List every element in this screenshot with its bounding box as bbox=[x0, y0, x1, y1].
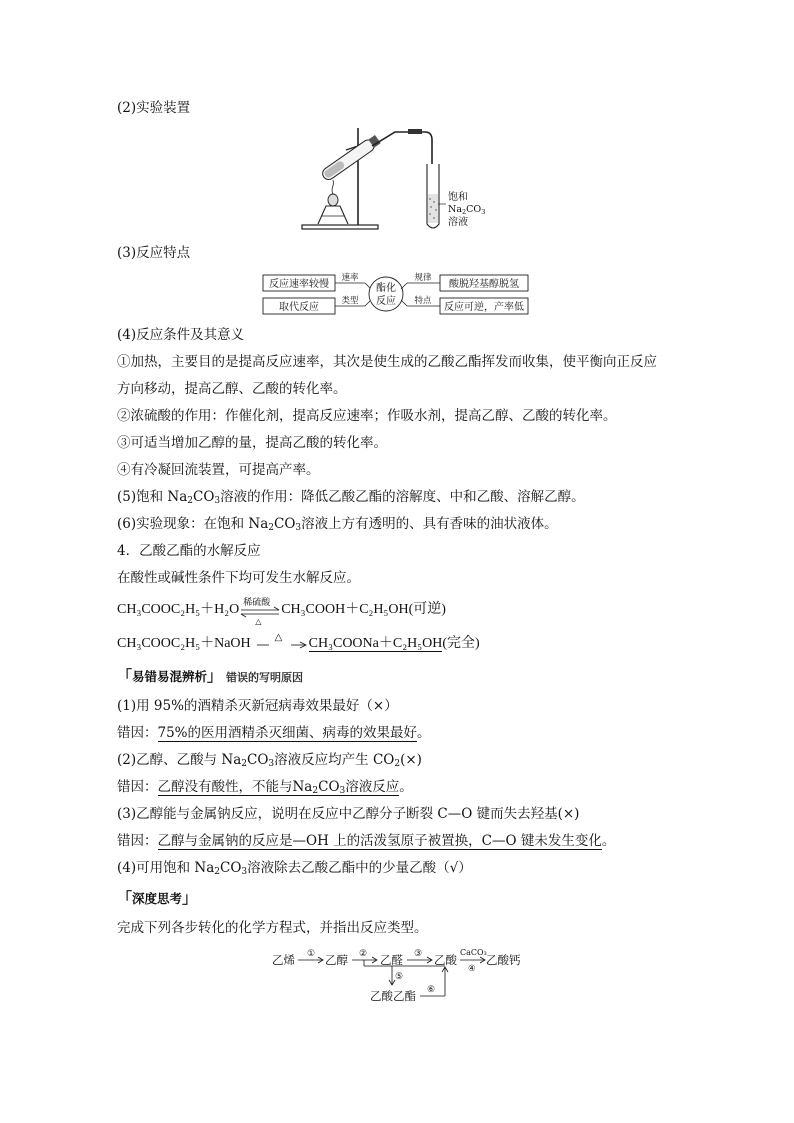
answer-3: 错因：乙醇与金属钠的反应是—OH 上的活泼氢原子被置换，C—O 键未发生变化。 bbox=[117, 833, 616, 849]
answer-2: 错因：乙醇没有酸性，不能与$Na_2CO_3$溶液反应。 bbox=[117, 779, 413, 796]
section-3-title: (3)反应特点 bbox=[117, 245, 191, 261]
eq2-tail: (完全) bbox=[442, 636, 480, 651]
equation-acid-hydrolysis bbox=[117, 597, 446, 626]
hydrolysis-intro: 在酸性或碱性条件下均可发生水解反应。 bbox=[117, 570, 360, 586]
label-type: 类型 bbox=[341, 296, 359, 306]
question-2: (2)乙醇、乙酸与 $Na_2CO_3$溶液反应均产生 $CO_2(\times)$ bbox=[117, 752, 422, 769]
reaction-arrow bbox=[251, 641, 309, 651]
eq1-right: CH₃COOH＋C₂H₅OH(可逆) bbox=[281, 602, 446, 617]
label-saturated: 饱和 bbox=[448, 192, 468, 203]
label-rule: 规律 bbox=[414, 273, 432, 283]
deep-thinking-text: 完成下列各步转化的化学方程式，并指出反应类型。 bbox=[117, 920, 428, 936]
question-3: (3)乙醇能与金属钠反应，说明在反应中乙醇分子断裂 C—O 键而失去羟基(×) bbox=[117, 806, 580, 822]
step-3: ③ bbox=[414, 949, 423, 959]
s4-point-1-line-2: 方向移动，提高乙醇、乙酸的转化率。 bbox=[117, 381, 347, 397]
step-6: ⑥ bbox=[427, 985, 436, 995]
node-acetaldehyde: 乙醛 bbox=[380, 953, 403, 967]
section-4-hydrolysis-title: 4．乙酸乙酯的水解反应 bbox=[117, 543, 261, 559]
node-ethylene: 乙烯 bbox=[272, 953, 295, 967]
node-calcium-acetate: 乙酸钙 bbox=[486, 953, 521, 967]
question-1: (1)用 95%的酒精杀灭新冠病毒效果最好（×） bbox=[117, 698, 398, 714]
step-2: ② bbox=[359, 949, 368, 959]
step-4: ④ bbox=[468, 964, 476, 974]
s4-point-2: ②浓硫酸的作用：作催化剂，提高反应速率；作吸水剂，提高乙醇、乙酸的转化率。 bbox=[117, 408, 617, 424]
node-ethanol: 乙醇 bbox=[325, 953, 348, 967]
step-1: ① bbox=[307, 949, 316, 959]
center-top: 酯化 bbox=[376, 283, 396, 294]
box-type: 取代反应 bbox=[279, 302, 319, 313]
transformation-flow-diagram bbox=[270, 946, 530, 1008]
reagent-caco3: CaCO₃ bbox=[460, 948, 487, 957]
section-4-title: (4)反应条件及其意义 bbox=[117, 327, 245, 343]
center-bottom: 反应 bbox=[376, 296, 396, 307]
section-6: (6)实验现象：在饱和 $Na_2CO_3$溶液上方有透明的、具有香味的油状液体。 bbox=[117, 516, 558, 533]
s4-point-3: ③可适当增加乙醇的量，提高乙酸的转化率。 bbox=[117, 435, 387, 451]
step-5: ⑤ bbox=[395, 972, 404, 982]
node-ethyl-acetate: 乙酸乙酯 bbox=[370, 989, 416, 1003]
box-rate: 反应速率较慢 bbox=[269, 279, 329, 290]
label-feature: 特点 bbox=[414, 296, 432, 306]
answer-1: 错因：75%的医用酒精杀灭细菌、病毒的效果最好。 bbox=[117, 725, 431, 741]
eq2-condition: △ bbox=[251, 635, 309, 653]
label-rate: 速率 bbox=[341, 273, 359, 283]
node-acetic-acid: 乙酸 bbox=[434, 953, 457, 967]
question-4: (4)可用饱和 $Na_2CO_3$溶液除去乙酸乙酯中的少量乙酸（√） bbox=[117, 860, 472, 877]
eq2-right: CH₃COONa＋C₂H₅OH bbox=[308, 636, 443, 651]
equation-base-hydrolysis bbox=[117, 632, 480, 653]
label-solution: 溶液 bbox=[448, 217, 468, 228]
s4-point-1-line-1: ①加热，主要目的是提高反应速率，其次是使生成的乙酸乙酯挥发而收集，使平衡向正反应 bbox=[117, 354, 657, 370]
eq2-left: CH₃COOC₂H₅＋NaOH bbox=[117, 636, 251, 651]
section-2-title: (2)实验装置 bbox=[117, 100, 191, 116]
eq1-condition: 稀硫酸 △ bbox=[239, 601, 281, 619]
label-na2co3: $Na_2CO_3$ bbox=[448, 204, 486, 216]
box-rule: 酸脱羟基醇脱氢 bbox=[449, 279, 519, 290]
eq1-left: CH₃COOC₂H₅＋H₂O bbox=[117, 602, 240, 617]
s4-point-4: ④有冷凝回流装置，可提高产率。 bbox=[117, 462, 320, 478]
reaction-features-diagram bbox=[260, 270, 535, 318]
deep-thinking-heading: 「深度思考」 bbox=[117, 889, 198, 907]
apparatus-diagram bbox=[300, 124, 500, 234]
box-feature: 反应可逆，产率低 bbox=[444, 302, 524, 313]
error-analysis-heading: 「易错易混辨析」 错误的写明原因 bbox=[117, 667, 304, 685]
section-5: (5)饱和 $Na_2CO_3$溶液的作用：降低乙酸乙酯的溶解度、中和乙酸、溶解乙醇。 bbox=[117, 489, 585, 506]
